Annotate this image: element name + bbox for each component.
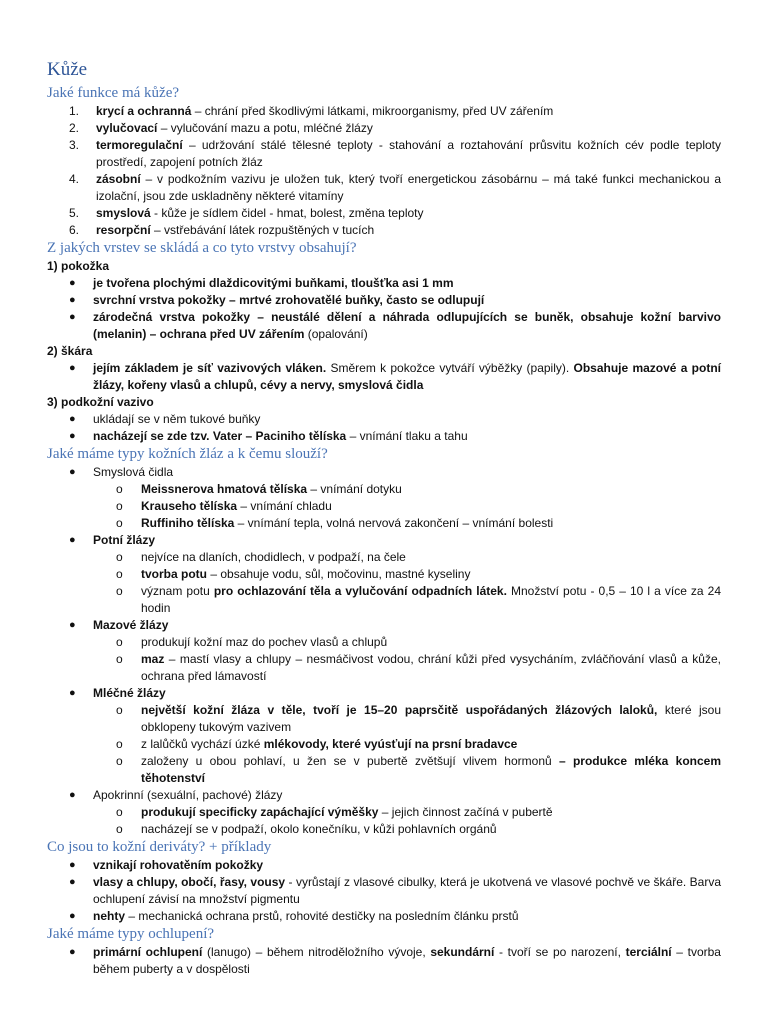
circle-bullet-icon: o <box>116 737 123 751</box>
section-glands-heading: Jaké máme typy kožních žláz a k čemu slouží? <box>47 446 328 462</box>
functions-list <box>47 103 721 239</box>
sub-list-item: o Meissnerova hmatová tělíska – vnímání dotyku <box>116 482 402 496</box>
epidermis-list <box>47 275 721 343</box>
list-item: ● svrchní vrstva pokožky – mrtvé zrohovatělé buňky, často se odlupují <box>69 293 485 307</box>
sub-list-item: o největší kožní žláza v těle, tvoří je 15–20 paprsčitě uspořádaných žlázových laloků, které jsou obklopeny tukovým vazivem <box>116 703 722 734</box>
sub-list-item: o nejvíce na dlaních, chodidlech, v podpaží, na čele <box>116 550 406 564</box>
section-hair-types-heading: Jaké máme typy ochlupení? <box>47 926 215 942</box>
list-item: ● Mléčné žlázy o největší kožní žláza v těle, tvoří je 15–20 paprsčitě uspořádaných žlázových laloků, které jsou obklopeny tukovým vazivem o z lalůčků vychází úzké mlékovody, které vyúsťují na prsní bradavce o založeny u obou pohlaví, u žen se v pubertě zvětšují vlivem hormonů – produkce mléka koncem těhotenství <box>69 686 722 785</box>
list-item: 5. smyslová - kůže je sídlem čidel - hmat, bolest, změna teploty <box>69 206 424 220</box>
circle-bullet-icon: o <box>116 635 123 649</box>
list-item: ● nacházejí se zde tzv. Vater – Paciniho tělíska – vnímání tlaku a tahu <box>69 429 468 443</box>
bullet-icon: ● <box>69 466 76 478</box>
layer-epidermis-label: 1) pokožka <box>47 259 110 273</box>
list-item: ● Smyslová čidla o Meissnerova hmatová tělíska – vnímání dotyku o Krauseho tělíska – vnímání chladu o Ruffiniho tělíska – vnímání tepla, volná nervová zakončení – vnímání bolesti <box>47 464 721 532</box>
sub-list-item: o založeny u obou pohlaví, u žen se v pubertě zvětšují vlivem hormonů – produkce mléka koncem těhotenství <box>116 754 721 785</box>
bullet-icon: ● <box>69 619 76 631</box>
list-item: ● zárodečná vrstva pokožky – neustálé dělení a náhrada odlupujících se buněk, obsahuje kožní barvivo (melanin) – ochrana před UV zářením (opalování) <box>69 310 721 341</box>
list-item: ● je tvořena plochými dlaždicovitými buňkami, tloušťka asi 1 mm <box>69 276 454 290</box>
list-item: 3. termoregulační – udržování stálé tělesné teploty - stahování a roztahování průsvitu kožních cév podle teploty prostředí, zapojení potních žláz <box>69 138 721 169</box>
bullet-icon: ● <box>69 413 76 425</box>
circle-bullet-icon: o <box>116 550 123 564</box>
circle-bullet-icon: o <box>116 499 123 513</box>
document-page <box>47 58 721 978</box>
bullet-icon: ● <box>69 277 76 289</box>
sub-list-item: o tvorba potu – obsahuje vodu, sůl, močovinu, mastné kyseliny <box>116 567 471 581</box>
sub-list-item: o nacházejí se v podpaží, okolo konečníku, v kůži pohlavních orgánů <box>116 822 497 836</box>
glands-list <box>47 464 721 838</box>
hair-types-list <box>47 944 721 978</box>
sub-list-item: o Ruffiniho tělíska – vnímání tepla, volná nervová zakončení – vnímání bolesti <box>116 516 554 530</box>
sub-list-item: o z lalůčků vychází úzké mlékovody, které vyúsťují na prsní bradavce <box>116 737 518 751</box>
list-item: ● vlasy a chlupy, obočí, řasy, vousy - vyrůstají z vlasové cibulky, která je ukotvená ve vlasové pochvě ve škáře. Barva ochlupení závisí na množství pigmentu <box>69 875 721 906</box>
circle-bullet-icon: o <box>116 567 123 581</box>
bullet-icon: ● <box>69 294 76 306</box>
list-item: ● nehty – mechanická ochrana prstů, rohovité destičky na posledním článku prstů <box>69 909 519 923</box>
sub-list-item: o maz – mastí vlasy a chlupy – nesmáčivost vodou, chrání kůži před vysycháním, zvláčňování vlasů a kůže, ochrana před lámavostí <box>116 652 721 683</box>
circle-bullet-icon: o <box>116 754 123 768</box>
dermis-list <box>47 360 721 394</box>
list-item: ● jejím základem je síť vazivových vláken. Směrem k pokožce vytváří výběžky (papily). Obsahuje mazové a potní žlázy, kořeny vlasů a chlupů, cévy a nervy, smyslová čidla <box>69 361 721 392</box>
list-item: 2. vylučovací – vylučování mazu a potu, mléčné žlázy <box>69 121 373 135</box>
bullet-icon: ● <box>69 534 76 546</box>
bullet-icon: ● <box>69 687 76 699</box>
document-title: Kůže <box>47 59 88 80</box>
layer-dermis-label: 2) škára <box>47 344 93 358</box>
sub-list-item: o produkují specificky zapáchající výměšky – jejich činnost začíná v pubertě <box>116 805 553 819</box>
bullet-icon: ● <box>69 946 76 958</box>
list-item: 4. zásobní – v podkožním vazivu je uložen tuk, který tvoří energetickou zásobárnu – má také funkci mechanickou a izolační, jsou zde uskladněny některé vitamíny <box>69 172 721 203</box>
bullet-icon: ● <box>69 910 76 922</box>
sub-list-item: o produkují kožní maz do pochev vlasů a chlupů <box>116 635 388 649</box>
section-functions-heading: Jaké funkce má kůže? <box>47 85 180 101</box>
list-item: ● Apokrinní (sexuální, pachové) žlázy o produkují specificky zapáchající výměšky – jejich činnost začíná v pubertě o nacházejí se v podpaží, okolo konečníku, v kůži pohlavních orgánů <box>47 787 721 838</box>
sub-list-item: o Krauseho tělíska – vnímání chladu <box>116 499 332 513</box>
section-layers-heading: Z jakých vrstev se skládá a co tyto vrstvy obsahují? <box>47 240 357 256</box>
list-item: ● vznikají rohovatěním pokožky <box>69 858 264 872</box>
circle-bullet-icon: o <box>116 652 123 666</box>
circle-bullet-icon: o <box>116 822 123 836</box>
bullet-icon: ● <box>69 311 76 323</box>
circle-bullet-icon: o <box>116 584 123 598</box>
bullet-icon: ● <box>69 430 76 442</box>
circle-bullet-icon: o <box>116 703 123 717</box>
subcutis-list <box>47 411 721 445</box>
list-item: ● ukládají se v něm tukové buňky <box>69 412 261 426</box>
bullet-icon: ● <box>69 876 76 888</box>
section-derivatives-heading: Co jsou to kožní deriváty? + příklady <box>47 839 272 855</box>
circle-bullet-icon: o <box>116 805 123 819</box>
list-item: ● primární ochlupení (lanugo) – během nitroděložního vývoje, sekundární - tvoří se po narození, terciální – tvorba během puberty a v dospělosti <box>69 945 721 976</box>
sub-list-item: o význam potu pro ochlazování těla a vylučování odpadních látek. Množství potu - 0,5 – 10 l a více za 24 hodin <box>116 584 722 615</box>
list-item: ● Mazové žlázy o produkují kožní maz do pochev vlasů a chlupů o maz – mastí vlasy a chlupy – nesmáčivost vodou, chrání kůži před vysycháním, zvláčňování vlasů a kůže, ochrana před lámavostí <box>69 618 721 683</box>
list-item: 6. resorpční – vstřebávání látek rozpuštěných v tucích <box>69 223 375 237</box>
bullet-icon: ● <box>69 362 76 374</box>
circle-bullet-icon: o <box>116 516 123 530</box>
layer-subcutis-label: 3) podkožní vazivo <box>47 395 154 409</box>
bullet-icon: ● <box>69 789 76 801</box>
derivatives-list <box>47 857 721 925</box>
bullet-icon: ● <box>69 859 76 871</box>
list-item: ● Potní žlázy o nejvíce na dlaních, chodidlech, v podpaží, na čele o tvorba potu – obsahuje vodu, sůl, močovinu, mastné kyseliny o význam potu pro ochlazování těla a vylučování odpadních látek. Množství potu - 0,5 – 10 l a více za 24 hodin <box>69 533 722 615</box>
circle-bullet-icon: o <box>116 482 123 496</box>
list-item: 1. krycí a ochranná – chrání před škodlivými látkami, mikroorganismy, před UV zářením <box>69 104 554 118</box>
